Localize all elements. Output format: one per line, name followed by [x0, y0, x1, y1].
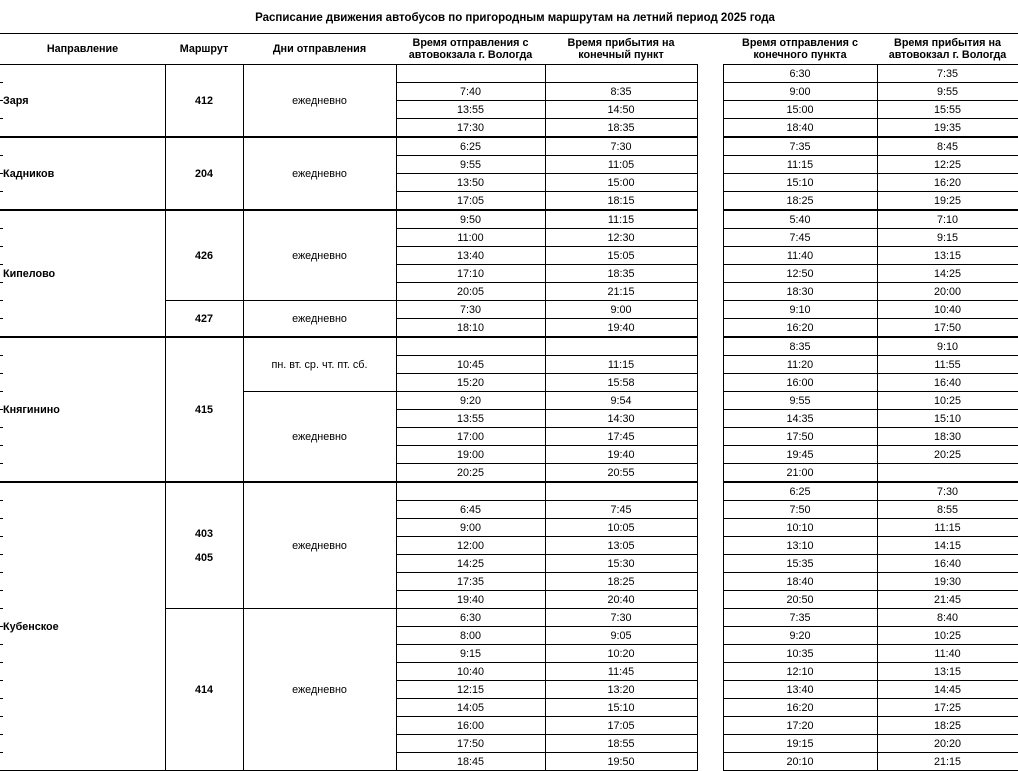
depart-end-time: 11:15: [723, 156, 877, 174]
column-gap: [697, 210, 723, 229]
departure-days: ежедневно: [243, 301, 396, 338]
arrive-vologda-time: 7:30: [877, 482, 1018, 501]
depart-end-time: 14:35: [723, 410, 877, 428]
depart-vologda-time: 9:15: [396, 645, 545, 663]
header-arrive-vologda: Время прибытия на автовокзал г. Вологда: [877, 34, 1018, 65]
column-gap: [697, 428, 723, 446]
column-gap: [697, 319, 723, 338]
arrive-end-time: 19:40: [545, 446, 697, 464]
table-row: [0, 482, 1018, 501]
depart-end-time: 9:00: [723, 83, 877, 101]
column-gap: [697, 101, 723, 119]
arrive-end-time: 21:15: [545, 283, 697, 301]
depart-end-time: 18:30: [723, 283, 877, 301]
route-number-value: 414: [194, 683, 213, 696]
arrive-vologda-time: 13:15: [877, 663, 1018, 681]
row-tick: [0, 716, 3, 717]
row-tick: [0, 698, 3, 699]
arrive-vologda-time: 7:35: [877, 65, 1018, 83]
table-row: [0, 137, 1018, 156]
arrive-end-time: 13:05: [545, 537, 697, 555]
table-row: [0, 337, 1018, 356]
arrive-vologda-time: 13:15: [877, 247, 1018, 265]
arrive-end-time: 12:30: [545, 229, 697, 247]
depart-vologda-time: 19:40: [396, 591, 545, 609]
column-gap: [697, 501, 723, 519]
arrive-vologda-time: [877, 464, 1018, 483]
arrive-vologda-time: 17:25: [877, 699, 1018, 717]
arrive-vologda-time: 11:15: [877, 519, 1018, 537]
column-gap: [697, 65, 723, 83]
depart-end-time: 9:55: [723, 392, 877, 410]
depart-end-time: 21:00: [723, 464, 877, 483]
row-tick: [0, 500, 3, 501]
header-row: [0, 34, 1018, 65]
header-route: Маршрут: [165, 34, 243, 65]
column-gap: [697, 247, 723, 265]
depart-vologda-time: 17:35: [396, 573, 545, 591]
arrive-end-time: [545, 65, 697, 83]
depart-end-time: 20:50: [723, 591, 877, 609]
arrive-vologda-time: 9:10: [877, 337, 1018, 356]
depart-end-time: 7:35: [723, 609, 877, 627]
arrive-end-time: 9:54: [545, 392, 697, 410]
column-gap: [697, 156, 723, 174]
schedule-body: [0, 65, 1018, 771]
depart-end-time: 13:10: [723, 537, 877, 555]
column-gap: [697, 482, 723, 501]
depart-end-time: 13:40: [723, 681, 877, 699]
row-tick: [0, 409, 3, 410]
depart-vologda-time: [396, 337, 545, 356]
arrive-vologda-time: 21:15: [877, 753, 1018, 771]
header-arrive-end: Время прибытия на конечный пункт: [545, 34, 697, 65]
depart-end-time: 19:45: [723, 446, 877, 464]
column-gap: [697, 265, 723, 283]
row-tick: [0, 318, 3, 319]
row-tick: [0, 173, 3, 174]
header-depart-end: Время отправления с конечного пункта: [723, 34, 877, 65]
row-tick: [0, 752, 3, 753]
depart-end-time: 10:35: [723, 645, 877, 663]
depart-vologda-time: 20:05: [396, 283, 545, 301]
depart-vologda-time: 12:15: [396, 681, 545, 699]
arrive-vologda-time: 8:55: [877, 501, 1018, 519]
row-tick: [0, 336, 3, 337]
row-tick: [0, 282, 3, 283]
column-gap: [697, 573, 723, 591]
arrive-end-time: 8:35: [545, 83, 697, 101]
row-tick: [0, 191, 3, 192]
arrive-end-time: 20:40: [545, 591, 697, 609]
column-gap: [697, 229, 723, 247]
table-row: [0, 210, 1018, 229]
departure-days: ежедневно: [243, 609, 396, 771]
depart-end-time: 7:45: [723, 229, 877, 247]
route-number-value: 427: [194, 312, 213, 325]
arrive-vologda-time: 11:55: [877, 356, 1018, 374]
route-number-value: 415: [194, 403, 213, 416]
header-depart-vologda: Время отправления с автовокзала г. Вологда: [396, 34, 545, 65]
depart-vologda-time: 12:00: [396, 537, 545, 555]
depart-vologda-time: 17:00: [396, 428, 545, 446]
row-tick: [0, 608, 3, 609]
depart-vologda-time: 10:45: [396, 356, 545, 374]
column-gap: [697, 537, 723, 555]
depart-vologda-time: [396, 65, 545, 83]
row-tick: [0, 373, 3, 374]
arrive-end-time: 11:15: [545, 356, 697, 374]
column-gap: [697, 392, 723, 410]
arrive-end-time: 19:40: [545, 319, 697, 338]
arrive-end-time: 14:30: [545, 410, 697, 428]
arrive-end-time: 15:10: [545, 699, 697, 717]
arrive-end-time: 10:20: [545, 645, 697, 663]
depart-vologda-time: 8:00: [396, 627, 545, 645]
arrive-end-time: 11:45: [545, 663, 697, 681]
row-tick: [0, 481, 3, 482]
row-tick: [0, 209, 3, 210]
depart-vologda-time: 18:10: [396, 319, 545, 338]
direction-name: Заря: [0, 65, 165, 138]
departure-days: пн. вт. ср. чт. пт. сб.: [243, 337, 396, 392]
arrive-vologda-time: 15:10: [877, 410, 1018, 428]
row-tick: [0, 391, 3, 392]
depart-end-time: 5:40: [723, 210, 877, 229]
arrive-vologda-time: 14:45: [877, 681, 1018, 699]
departure-days: ежедневно: [243, 210, 396, 301]
arrive-vologda-time: 21:45: [877, 591, 1018, 609]
arrive-end-time: 15:30: [545, 555, 697, 573]
route-number-value: 204: [194, 167, 213, 180]
column-gap: [697, 464, 723, 483]
arrive-vologda-time: 12:25: [877, 156, 1018, 174]
depart-vologda-time: 17:30: [396, 119, 545, 138]
depart-end-time: 7:35: [723, 137, 877, 156]
depart-vologda-time: 11:00: [396, 229, 545, 247]
arrive-end-time: 18:35: [545, 119, 697, 138]
depart-end-time: 18:40: [723, 573, 877, 591]
arrive-vologda-time: 16:40: [877, 374, 1018, 392]
direction-name: Кадников: [0, 137, 165, 210]
arrive-vologda-time: 8:40: [877, 609, 1018, 627]
row-tick: [0, 572, 3, 573]
column-gap: [697, 34, 723, 65]
row-tick: [0, 355, 3, 356]
depart-vologda-time: 17:50: [396, 735, 545, 753]
depart-vologda-time: 17:05: [396, 192, 545, 211]
column-gap: [697, 410, 723, 428]
depart-vologda-time: 9:20: [396, 392, 545, 410]
arrive-end-time: 10:05: [545, 519, 697, 537]
column-gap: [697, 555, 723, 573]
arrive-end-time: 7:30: [545, 609, 697, 627]
column-gap: [697, 83, 723, 101]
arrive-vologda-time: 20:25: [877, 446, 1018, 464]
arrive-end-time: 7:45: [545, 501, 697, 519]
depart-vologda-time: 6:45: [396, 501, 545, 519]
route-number-value: 403: [194, 527, 213, 540]
depart-vologda-time: 6:25: [396, 137, 545, 156]
row-tick: [0, 626, 3, 627]
depart-end-time: 10:10: [723, 519, 877, 537]
arrive-vologda-time: 7:10: [877, 210, 1018, 229]
departure-days: ежедневно: [243, 137, 396, 210]
row-tick: [0, 228, 3, 229]
arrive-end-time: 11:15: [545, 210, 697, 229]
depart-vologda-time: 13:55: [396, 101, 545, 119]
route-number-value: 405: [194, 551, 213, 564]
column-gap: [697, 119, 723, 138]
column-gap: [697, 609, 723, 627]
column-gap: [697, 137, 723, 156]
route-number: [165, 482, 243, 609]
row-tick: [0, 644, 3, 645]
column-gap: [697, 663, 723, 681]
arrive-end-time: 19:50: [545, 753, 697, 771]
depart-end-time: 19:15: [723, 735, 877, 753]
depart-vologda-time: 16:00: [396, 717, 545, 735]
arrive-end-time: 15:58: [545, 374, 697, 392]
direction-name: Кипелово: [0, 210, 165, 337]
header-direction: Направление: [0, 34, 165, 65]
arrive-end-time: 9:05: [545, 627, 697, 645]
arrive-vologda-time: 16:20: [877, 174, 1018, 192]
arrive-end-time: [545, 337, 697, 356]
column-gap: [697, 591, 723, 609]
arrive-end-time: 20:55: [545, 464, 697, 483]
header-days: Дни отправления: [243, 34, 396, 65]
depart-end-time: 6:30: [723, 65, 877, 83]
row-tick: [0, 246, 3, 247]
row-tick: [0, 82, 3, 83]
row-tick: [0, 680, 3, 681]
arrive-end-time: 18:15: [545, 192, 697, 211]
depart-vologda-time: 14:25: [396, 555, 545, 573]
table-row: [0, 65, 1018, 83]
row-tick: [0, 100, 3, 101]
arrive-vologda-time: 10:25: [877, 392, 1018, 410]
depart-vologda-time: 14:05: [396, 699, 545, 717]
depart-vologda-time: 13:55: [396, 410, 545, 428]
column-gap: [697, 337, 723, 356]
page-title: Расписание движения автобусов по пригородным маршрутам на летний период 2025 года: [255, 12, 775, 24]
arrive-end-time: 17:05: [545, 717, 697, 735]
route-number: [165, 210, 243, 301]
depart-vologda-time: 18:45: [396, 753, 545, 771]
arrive-end-time: 11:05: [545, 156, 697, 174]
route-number: [165, 609, 243, 771]
depart-vologda-time: 6:30: [396, 609, 545, 627]
column-gap: [697, 699, 723, 717]
route-number: [165, 301, 243, 338]
depart-vologda-time: 15:20: [396, 374, 545, 392]
arrive-vologda-time: 14:25: [877, 265, 1018, 283]
depart-end-time: 11:20: [723, 356, 877, 374]
depart-end-time: 7:50: [723, 501, 877, 519]
depart-vologda-time: 19:00: [396, 446, 545, 464]
row-tick: [0, 463, 3, 464]
arrive-vologda-time: 8:45: [877, 137, 1018, 156]
depart-end-time: 16:20: [723, 319, 877, 338]
depart-end-time: 16:00: [723, 374, 877, 392]
depart-vologda-time: 13:40: [396, 247, 545, 265]
arrive-vologda-time: 19:25: [877, 192, 1018, 211]
column-gap: [697, 283, 723, 301]
depart-vologda-time: 20:25: [396, 464, 545, 483]
row-tick: [0, 427, 3, 428]
arrive-vologda-time: 18:25: [877, 717, 1018, 735]
column-gap: [697, 301, 723, 319]
depart-vologda-time: 9:55: [396, 156, 545, 174]
depart-vologda-time: 9:00: [396, 519, 545, 537]
row-tick: [0, 734, 3, 735]
depart-vologda-time: [396, 482, 545, 501]
arrive-vologda-time: 17:50: [877, 319, 1018, 338]
depart-vologda-time: 9:50: [396, 210, 545, 229]
depart-vologda-time: 13:50: [396, 174, 545, 192]
depart-end-time: 15:35: [723, 555, 877, 573]
column-gap: [697, 446, 723, 464]
depart-vologda-time: 7:30: [396, 301, 545, 319]
depart-end-time: 12:10: [723, 663, 877, 681]
arrive-vologda-time: 10:25: [877, 627, 1018, 645]
departure-days: ежедневно: [243, 482, 396, 609]
column-gap: [697, 735, 723, 753]
arrive-vologda-time: 14:15: [877, 537, 1018, 555]
row-tick: [0, 518, 3, 519]
arrive-vologda-time: 16:40: [877, 555, 1018, 573]
row-tick: [0, 118, 3, 119]
arrive-end-time: 9:00: [545, 301, 697, 319]
direction-name: Кубенское: [0, 482, 165, 771]
arrive-vologda-time: 15:55: [877, 101, 1018, 119]
row-tick: [0, 264, 3, 265]
row-tick: [0, 136, 3, 137]
arrive-vologda-time: 18:30: [877, 428, 1018, 446]
arrive-end-time: 15:05: [545, 247, 697, 265]
column-gap: [697, 627, 723, 645]
departure-days: ежедневно: [243, 392, 396, 483]
route-number-value: 412: [194, 94, 213, 107]
column-gap: [697, 753, 723, 771]
route-number: [165, 65, 243, 138]
depart-vologda-time: 10:40: [396, 663, 545, 681]
schedule-table: [0, 33, 1018, 771]
arrive-vologda-time: 20:20: [877, 735, 1018, 753]
column-gap: [697, 374, 723, 392]
depart-end-time: 16:20: [723, 699, 877, 717]
depart-end-time: 12:50: [723, 265, 877, 283]
route-number-value: 426: [194, 249, 213, 262]
arrive-vologda-time: 19:35: [877, 119, 1018, 138]
row-tick: [0, 445, 3, 446]
column-gap: [697, 681, 723, 699]
column-gap: [697, 356, 723, 374]
arrive-end-time: 15:00: [545, 174, 697, 192]
arrive-end-time: 18:55: [545, 735, 697, 753]
row-tick: [0, 536, 3, 537]
row-tick: [0, 155, 3, 156]
depart-vologda-time: 7:40: [396, 83, 545, 101]
arrive-vologda-time: 9:55: [877, 83, 1018, 101]
route-number: [165, 337, 243, 482]
column-gap: [697, 519, 723, 537]
arrive-end-time: 7:30: [545, 137, 697, 156]
depart-end-time: 18:25: [723, 192, 877, 211]
row-tick: [0, 300, 3, 301]
arrive-end-time: 14:50: [545, 101, 697, 119]
arrive-end-time: 13:20: [545, 681, 697, 699]
arrive-end-time: 17:45: [545, 428, 697, 446]
row-tick: [0, 662, 3, 663]
arrive-end-time: [545, 482, 697, 501]
depart-end-time: 9:10: [723, 301, 877, 319]
arrive-end-time: 18:25: [545, 573, 697, 591]
depart-end-time: 15:10: [723, 174, 877, 192]
column-gap: [697, 192, 723, 211]
arrive-end-time: 18:35: [545, 265, 697, 283]
arrive-vologda-time: 20:00: [877, 283, 1018, 301]
arrive-vologda-time: 10:40: [877, 301, 1018, 319]
depart-vologda-time: 17:10: [396, 265, 545, 283]
arrive-vologda-time: 9:15: [877, 229, 1018, 247]
depart-end-time: 8:35: [723, 337, 877, 356]
row-tick: [0, 590, 3, 591]
column-gap: [697, 645, 723, 663]
departure-days: ежедневно: [243, 65, 396, 138]
column-gap: [697, 174, 723, 192]
depart-end-time: 9:20: [723, 627, 877, 645]
depart-end-time: 20:10: [723, 753, 877, 771]
depart-end-time: 6:25: [723, 482, 877, 501]
depart-end-time: 15:00: [723, 101, 877, 119]
arrive-vologda-time: 11:40: [877, 645, 1018, 663]
direction-name: Княгинино: [0, 337, 165, 482]
column-gap: [697, 717, 723, 735]
depart-end-time: 11:40: [723, 247, 877, 265]
depart-end-time: 17:20: [723, 717, 877, 735]
route-number: [165, 137, 243, 210]
row-tick: [0, 554, 3, 555]
depart-end-time: 18:40: [723, 119, 877, 138]
depart-end-time: 17:50: [723, 428, 877, 446]
arrive-vologda-time: 19:30: [877, 573, 1018, 591]
